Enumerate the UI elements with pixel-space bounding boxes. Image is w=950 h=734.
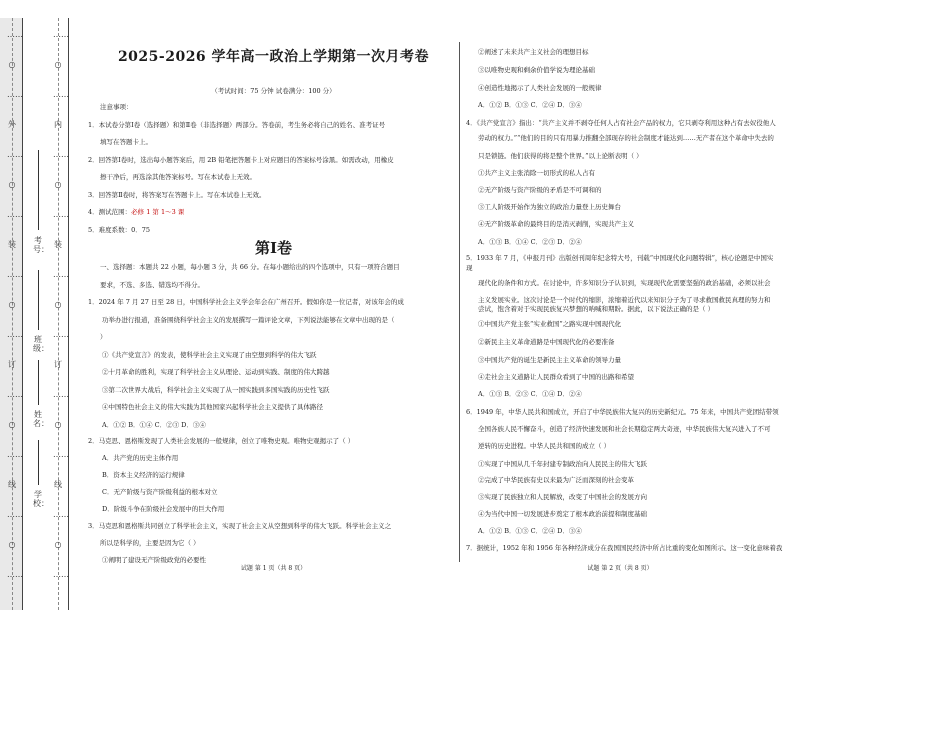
binding-hole-icon: ○ xyxy=(54,420,62,429)
right-text-line: ①共产主义主张消除一切形式的私人占有 xyxy=(478,169,595,177)
seal-label: …… xyxy=(7,510,23,519)
exam-title: 2025-2026 学年高一政治上学期第一次月考卷 xyxy=(117,49,430,65)
right-text-line: A．①③ B．②③ C．①④ D．②④ xyxy=(478,390,582,398)
name-blank xyxy=(38,360,39,405)
left-text-line: ①阐明了建设无产阶级政党的必要性 xyxy=(102,556,206,564)
seal-label: …… xyxy=(53,450,69,459)
right-text-line: ④走社会主义道路让人民群众看到了中国的出路和希望 xyxy=(478,373,634,381)
seal-label: …… xyxy=(7,90,23,99)
note-line: 5．难度系数：0．75 xyxy=(88,226,151,234)
right-text-line: ④创造性地揭示了人类社会发展的一般规律 xyxy=(478,84,602,92)
test-scope-value: 必修 1 第 1～3 课 xyxy=(131,208,185,216)
test-scope xyxy=(88,208,184,217)
binding-hole-icon: ○ xyxy=(8,420,16,429)
seal-label: …… xyxy=(53,150,69,159)
strip-border xyxy=(22,18,23,610)
right-text-line: 主义发展实业。这次讨论是一个时代的缩影，浓缩着近代以来知识分子为了寻求救国救民真理的努力和 xyxy=(478,296,771,304)
seal-label: 订 xyxy=(54,360,62,369)
right-text-line: 4．《共产党宣言》指出：“共产主义并不剥夺任何人占有社会产品的权力，它只剥夺利用这种占有去奴役他人 xyxy=(466,119,776,127)
left-text-line: A．共产党的历史主体作用 xyxy=(102,454,179,462)
left-text-line: 功举办进行报道，准备围绕科学社会主义的发展撰写一篇评论文章，下列说法能够在文章中出现的是（ xyxy=(102,316,395,324)
right-text-line: ③中国共产党的诞生是新民主主义革命的领导力量 xyxy=(478,356,621,364)
right-text-line: ①中国共产党主张“实业救国”之路实现中国现代化 xyxy=(478,320,622,328)
note-line: 2．回答第Ⅰ卷时，选出每小题答案后，用 2B 铅笔把答题卡上对应题目的答案标号涂黑。如需改动，用橡皮 xyxy=(88,156,394,164)
seal-label: …… xyxy=(53,30,69,39)
right-text-line: ②新民主主义革命道路是中国现代化的必要准备 xyxy=(478,338,615,346)
test-scope-prefix: 4．测试范围： xyxy=(88,208,132,216)
inner-cut-line xyxy=(58,18,59,610)
right-text-line: 现 xyxy=(466,264,473,272)
right-text-line: ③以唯物史观和剩余价值学说为理论基础 xyxy=(478,66,595,74)
binding-hole-icon: ○ xyxy=(8,300,16,309)
right-text-line: 7．据统计，1952 年和 1956 年各种经济成分在我国国民经济中所占比重的变化如图所示。这一变化意味着我 xyxy=(466,544,783,552)
binding-hole-icon: ○ xyxy=(54,540,62,549)
seal-label: …… xyxy=(7,150,23,159)
left-text-line: ③第二次世界大战后，科学社会主义实现了从一国实践到多国实践的历史性飞跃 xyxy=(102,386,330,394)
seal-label: 装 xyxy=(8,240,16,249)
right-text-line: A．①③ B．①④ C．②③ D．②④ xyxy=(478,238,582,246)
right-text-line: 逆转的历史进程。中华人民共和国的成立（ ） xyxy=(478,442,611,450)
seal-label: …… xyxy=(7,450,23,459)
seal-label: …… xyxy=(7,570,23,579)
outer-cut-line xyxy=(12,18,13,610)
right-text-line: 6．1949 年，中华人民共和国成立，开启了中华民族伟大复兴的历史新纪元。75 年来，中国共产党团结带领 xyxy=(466,408,779,416)
binding-hole-icon: ○ xyxy=(8,180,16,189)
left-text-line: ④中国特色社会主义的伟大实践为其他国家兴起科学社会主义提供了具体路径 xyxy=(102,403,323,411)
left-text-line: ②十月革命的胜利，实现了科学社会主义从理论、运动到实践、制度的伟大跨越 xyxy=(102,368,330,376)
left-text-line: ①《共产党宣言》的发表，使科学社会主义实现了由空想到科学的伟大飞跃 xyxy=(102,351,317,359)
left-text-line: 一、选择题：本题共 22 小题，每小题 3 分，共 66 分。在每小题给出的四个选项中，只有一项符合题目 xyxy=(100,263,400,271)
exam-subtitle: （考试时间：75 分钟 试卷满分：100 分） xyxy=(211,87,336,95)
seal-label: …… xyxy=(53,570,69,579)
right-text-line: ②无产阶级与资产阶级的矛盾是不可调和的 xyxy=(478,186,602,194)
binding-shade xyxy=(0,18,22,610)
seal-label: …… xyxy=(7,330,23,339)
binding-hole-icon: ○ xyxy=(54,180,62,189)
left-text-line: 所以是科学的，主要是因为它（ ） xyxy=(100,539,200,547)
exam-no-blank xyxy=(38,150,39,230)
school-label: 学校： xyxy=(33,490,49,508)
exam-no-label: 考号： xyxy=(33,236,49,254)
left-text-line: ） xyxy=(100,333,107,341)
seal-label: 装 xyxy=(54,240,62,249)
section-heading: 第Ⅰ卷 xyxy=(254,239,293,257)
seal-label: …… xyxy=(7,210,23,219)
right-text-line: ④为当代中国一切发展进步奠定了根本政治前提和制度基础 xyxy=(478,510,647,518)
seal-label: …… xyxy=(53,510,69,519)
page-footer-left: 试题 第 1 页（共 8 页） xyxy=(240,565,307,572)
class-label: 班级： xyxy=(33,335,49,353)
left-text-line: B．资本主义经济的运行规律 xyxy=(102,471,185,479)
seal-label: …… xyxy=(7,270,23,279)
note-line: 擦干净后，再选涂其他答案标号。写在本试卷上无效。 xyxy=(100,173,256,181)
left-text-line: 1．2024 年 7 月 27 日至 28 日，中国科学社会主义学会年会在广州召开。假如你是一位记者，对该年会的成 xyxy=(88,298,404,306)
left-text-line: D．阶级斗争在阶级社会发展中的巨大作用 xyxy=(102,505,225,513)
seal-label: …… xyxy=(7,390,23,399)
seal-label: …… xyxy=(53,270,69,279)
left-text-line: 要求，不选、多选、错选均不得分。 xyxy=(100,281,204,289)
left-text-line: 2．马克思、恩格斯发现了人类社会发展的一般规律，创立了唯物史观。唯物史观揭示了（ ） xyxy=(88,437,355,445)
binding-hole-icon: ○ xyxy=(8,60,16,69)
left-text-line: C．无产阶级与资产阶级利益的根本对立 xyxy=(102,488,218,496)
page-footer-right: 试题 第 2 页（共 8 页） xyxy=(587,565,653,572)
column-divider xyxy=(459,42,460,562)
right-text-line: 全国各族人民不懈奋斗，创造了经济快速发展和社会长期稳定两大奇迹，中华民族伟大复兴进入了不可 xyxy=(478,425,771,433)
seal-label: 外 xyxy=(8,120,16,129)
seal-label: …… xyxy=(53,90,69,99)
name-label: 姓名： xyxy=(33,410,49,428)
right-text-line: 只是锁链。他们获得的将是整个世界。”以上论断表明（ ） xyxy=(478,152,643,160)
binding-hole-icon: ○ xyxy=(8,540,16,549)
right-text-line: 现代化的条件和方式。在讨论中，许多知识分子认识到，实现现代化需要坚强的政治基础，必须以社会 xyxy=(478,279,771,287)
right-text-line: ④无产阶级革命的最终目的是消灭剥削，实现共产主义 xyxy=(478,220,634,228)
class-blank xyxy=(38,270,39,330)
binding-hole-icon: ○ xyxy=(54,300,62,309)
seal-label: 订 xyxy=(8,360,16,369)
right-text-line: A．①② B．①③ C．②④ D．③④ xyxy=(478,101,582,109)
right-text-line: ②完成了中华民族有史以来最为广泛而深刻的社会变革 xyxy=(478,476,634,484)
right-text-line: 尝试，饱含着对于实现民族复兴梦想的呐喊和期盼。据此，以下说法正确的是（ ） xyxy=(478,305,715,313)
right-text-line: ②阐述了未来共产主义社会的理想目标 xyxy=(478,48,589,56)
right-text-line: ③工人阶级开始作为独立的政治力量登上历史舞台 xyxy=(478,203,621,211)
note-line: 3．回答第Ⅱ卷时，将答案写在答题卡上。写在本试卷上无效。 xyxy=(88,191,266,199)
right-text-line: ①实现了中国从几千年封建专制政治向人民民主的伟大飞跃 xyxy=(478,460,647,468)
seal-label: 内 xyxy=(54,120,62,129)
seal-label: …… xyxy=(7,30,23,39)
seal-label: …… xyxy=(53,210,69,219)
seal-label: 线 xyxy=(54,480,62,489)
note-line: 1．本试卷分第Ⅰ卷（选择题）和第Ⅱ卷（非选择题）两部分。答卷前，考生务必将自己的姓名、准考证号 xyxy=(88,121,386,129)
strip-inner-border xyxy=(68,18,69,610)
right-text-line: A．①② B．①③ C．②④ D．③④ xyxy=(478,527,582,535)
left-text-line: 3．马克思和恩格斯共同创立了科学社会主义，实现了社会主义从空想到科学的伟大飞跃。科学社会主义之 xyxy=(88,522,392,530)
right-text-line: 5．1933 年 7 月，《申报月刊》出版创刊周年纪念特大号，刊载“中国现代化问题特辑”，核心论题是中国实 xyxy=(466,254,774,262)
notes-heading: 注意事项： xyxy=(100,103,133,111)
left-text-line: A．①② B．①④ C．②③ D．③④ xyxy=(102,421,206,429)
school-blank xyxy=(38,440,39,485)
binding-hole-icon: ○ xyxy=(54,60,62,69)
right-text-line: ③实现了民族独立和人民解放，改变了中国社会的发展方向 xyxy=(478,493,647,501)
right-text-line: 劳动的权力。”“他们的目的只有用暴力推翻全部现存的社会制度才能达到……无产者在这个革命中失去的 xyxy=(478,134,774,142)
seal-label: …… xyxy=(53,330,69,339)
seal-label: …… xyxy=(53,390,69,399)
seal-label: 线 xyxy=(8,480,16,489)
note-line: 填写在答题卡上。 xyxy=(100,138,152,146)
